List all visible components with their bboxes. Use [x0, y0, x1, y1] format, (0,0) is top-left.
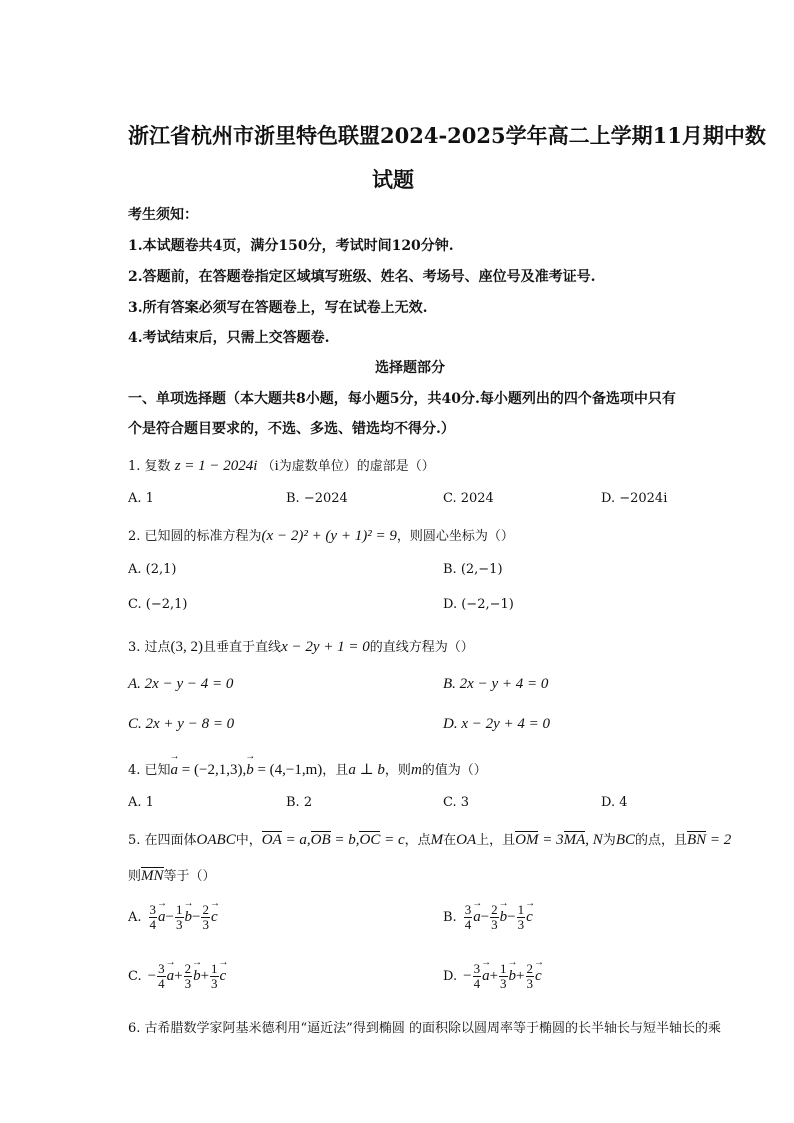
q5-bn: BN [687, 832, 707, 848]
q5-pre: 5. 在四面体 [128, 833, 197, 848]
q5-fraction [210, 962, 219, 991]
q5-fraction-denominator: 3 [184, 976, 192, 991]
q5-eq6: = 2 [706, 832, 732, 848]
q2-post: ，则圆心坐标为（） [396, 529, 514, 544]
section-title: 选择题部分 [375, 360, 445, 376]
part1-line-1: 一、单项选择题（本大题共8小题，每小题5分，共40分.每小题列出的四个备选项中只有 [128, 391, 676, 407]
q5-fraction [473, 962, 482, 991]
q1-option-c: C. 2024 [443, 491, 494, 506]
q5-oc: OC [359, 832, 381, 848]
q5-fraction-denominator: 3 [491, 917, 498, 932]
q5-om: OM [515, 832, 539, 848]
question-3 [128, 636, 474, 656]
q5-eq4: = 3 [538, 832, 564, 848]
q5-option-b [443, 903, 533, 932]
notice-heading: 考生须知： [128, 207, 198, 223]
q5-fraction-denominator: 3 [176, 917, 183, 932]
q4-option-c: C. 3 [443, 795, 470, 810]
q1-post: 为虚数单位）的虚部是（） [278, 459, 435, 474]
q1-option-a: A. 1 [128, 491, 154, 506]
q5-oa: OA [261, 832, 282, 848]
q5-fraction-denominator: 3 [202, 917, 209, 932]
question-2 [128, 525, 514, 545]
q5-sign: + [200, 968, 210, 984]
q5-oa-seg: OA [456, 832, 477, 848]
q5-line2-post: 等于（） [163, 869, 216, 884]
q3-option-d: D. x − 2y + 4 = 0 [443, 716, 551, 732]
q5-sign: − [147, 968, 157, 984]
q5-mn: MN [141, 868, 164, 884]
q4-mid2: ，则 [384, 763, 411, 778]
question-1 [128, 455, 435, 475]
q5-mid1: 中， [235, 833, 262, 848]
q5-fraction-denominator: 3 [526, 976, 533, 991]
question-6: 6. 古希腊数学家阿基米德利用“逼近法”得到椭圆 的面积除以圆周率等于椭圆的长半轴长与短半轴长的乘 [128, 1021, 721, 1036]
q5-vector-var: c → [220, 968, 227, 985]
q5-option-label: B. [443, 910, 457, 925]
q5-fraction-numerator: 2 [184, 961, 192, 976]
q3-option-c: C. 2x + y − 8 = 0 [128, 716, 235, 732]
q5-vector-var: b → [500, 909, 508, 926]
q5-sign: − [507, 909, 516, 925]
q3-post: 的直线方程为（） [369, 640, 474, 655]
q3-pre: 3. 过点 [128, 640, 171, 655]
q5-sign: − [463, 968, 472, 984]
q5-fraction-denominator: 4 [464, 917, 472, 932]
q5-eq3: = c [380, 832, 405, 848]
q5-fraction-denominator: 4 [149, 917, 157, 932]
q1-pre: 1. 复数 [128, 459, 171, 474]
q5-eq5: , N [585, 832, 603, 848]
q5-fraction-numerator: 1 [517, 902, 525, 917]
question-5-line-1 [128, 829, 768, 849]
q2-expr: (x − 2)² + (y + 1)² = 9 [261, 528, 397, 544]
q2-option-b: B. (2,−1) [443, 562, 503, 577]
q5-vector-var: c → [535, 968, 542, 985]
q5-option-label: C. [128, 969, 142, 984]
title-line-2: 试题 [372, 167, 414, 192]
q5-fraction [499, 962, 508, 991]
q4-option-d: D. 4 [601, 795, 628, 810]
q5-line2-pre: 则 [128, 869, 142, 884]
q5-vector-var: a → [158, 909, 166, 926]
notice-item-2: 2.答题前，在答题卷指定区域填写班级、姓名、考场号、座位号及准考证号. [128, 269, 596, 285]
q4-mid: ，且 [322, 763, 349, 778]
q4-perp: a ⊥ b [348, 762, 385, 778]
notice-item-4: 4.考试结束后，只需上交答题卷. [128, 330, 330, 346]
q5-vector-var: a → [473, 909, 481, 926]
q5-fraction-numerator: 3 [149, 902, 157, 917]
notice-item-1: 1.本试题卷共4页，满分150分，考试时间120分钟. [128, 238, 454, 254]
q5-option-a [128, 903, 218, 932]
q5-vector-var: b → [185, 909, 193, 926]
notice-item-3: 3.所有答案必须写在答题卷上，写在试卷上无效. [128, 300, 428, 316]
q1-expr: z = 1 − 2024i [174, 458, 258, 474]
q5-option-label: D. [443, 969, 458, 984]
q5-fraction [157, 962, 166, 991]
question-5-line-2 [128, 865, 216, 885]
q5-fraction [149, 903, 158, 932]
q3-point: (3, 2) [170, 639, 204, 655]
q5-fraction-numerator: 2 [526, 961, 533, 976]
q3-mid: 且垂直于直线 [203, 640, 282, 655]
q4-vector-a: a → [171, 762, 179, 779]
q5-fraction [201, 903, 210, 932]
q5-bc: BC [615, 832, 635, 848]
q5-fraction [490, 903, 499, 932]
q1-option-d: D. −2024i [601, 491, 668, 506]
q5-fraction-denominator: 4 [473, 976, 481, 991]
q5-fraction-denominator: 3 [500, 976, 507, 991]
q5-vector-var: c → [526, 909, 533, 926]
q4-option-a: A. 1 [128, 795, 154, 810]
q5-eq1: = a, [281, 832, 311, 848]
q3-option-b: B. 2x − y + 4 = 0 [443, 676, 549, 692]
q5-sign: + [489, 968, 499, 984]
q5-fraction-denominator: 4 [158, 976, 165, 991]
q1-i: i [274, 458, 279, 474]
q5-vector-var: b → [509, 968, 517, 985]
title-line-1: 浙江省杭州市浙里特色联盟2024-2025学年高二上学期11月期中数 [128, 123, 766, 148]
q5-vector-var: a → [482, 968, 490, 985]
q5-sign: − [165, 909, 174, 925]
q5-mid4: 上，且 [476, 833, 516, 848]
q5-vector-var: a → [167, 968, 175, 985]
q5-ma: MA [563, 832, 586, 848]
q5-fraction [175, 903, 184, 932]
q5-sign: + [174, 968, 183, 984]
q5-fraction-numerator: 3 [473, 961, 481, 976]
q5-vector-var: b → [193, 968, 201, 985]
q5-mid6: 的点，且 [634, 833, 687, 848]
q5-fraction-denominator: 3 [211, 976, 218, 991]
q5-m: M [430, 832, 444, 848]
q5-fraction-numerator: 1 [500, 961, 507, 976]
q2-option-c: C. (−2,1) [128, 597, 188, 612]
q4-pre: 4. 已知 [128, 763, 171, 778]
q2-option-a: A. (2,1) [128, 562, 177, 577]
q5-eq2: = b, [330, 832, 360, 848]
q4-a-value: = (−2,1,3), [178, 762, 247, 778]
q5-fraction-denominator: 3 [517, 917, 525, 932]
q5-fraction-numerator: 2 [202, 902, 209, 917]
q5-fraction [517, 903, 526, 932]
q4-option-b: B. 2 [286, 795, 313, 810]
q2-option-d: D. (−2,−1) [443, 597, 514, 612]
q5-mid2: ，点 [404, 833, 431, 848]
q4-post: 的值为（） [421, 763, 487, 778]
q5-sign: − [192, 909, 201, 925]
q5-fraction-numerator: 2 [491, 902, 498, 917]
q5-option-c [128, 962, 226, 991]
q5-sign: + [516, 968, 525, 984]
q1-mid: （ [261, 459, 275, 474]
q5-mid3: 在 [443, 833, 457, 848]
q1-option-b: B. −2024 [286, 491, 348, 506]
q4-vector-b: b → [246, 762, 254, 779]
q3-option-a: A. 2x − y − 4 = 0 [128, 676, 234, 692]
q5-fraction [184, 962, 193, 991]
q3-line: x − 2y + 1 = 0 [281, 639, 370, 655]
q5-mid5: 为 [602, 833, 616, 848]
question-4 [128, 759, 487, 779]
q5-fraction [526, 962, 535, 991]
q4-m: m [410, 762, 422, 778]
q5-tetra: OABC [196, 832, 236, 848]
part1-line-2: 个是符合题目要求的，不选、多选、错选均不得分.） [128, 421, 455, 437]
q5-fraction [464, 903, 473, 932]
q5-option-d [443, 962, 542, 991]
q5-option-label: A. [128, 910, 142, 925]
q2-pre: 2. 已知圆的标准方程为 [128, 529, 262, 544]
q5-fraction-numerator: 3 [158, 961, 165, 976]
q5-fraction-numerator: 1 [176, 902, 183, 917]
q5-sign: − [480, 909, 490, 925]
q5-vector-var: c → [211, 909, 218, 926]
q5-ob: OB [310, 832, 331, 848]
q4-b-value: = (4,−1,m) [253, 762, 323, 778]
q5-fraction-numerator: 1 [211, 961, 218, 976]
q5-fraction-numerator: 3 [464, 902, 472, 917]
